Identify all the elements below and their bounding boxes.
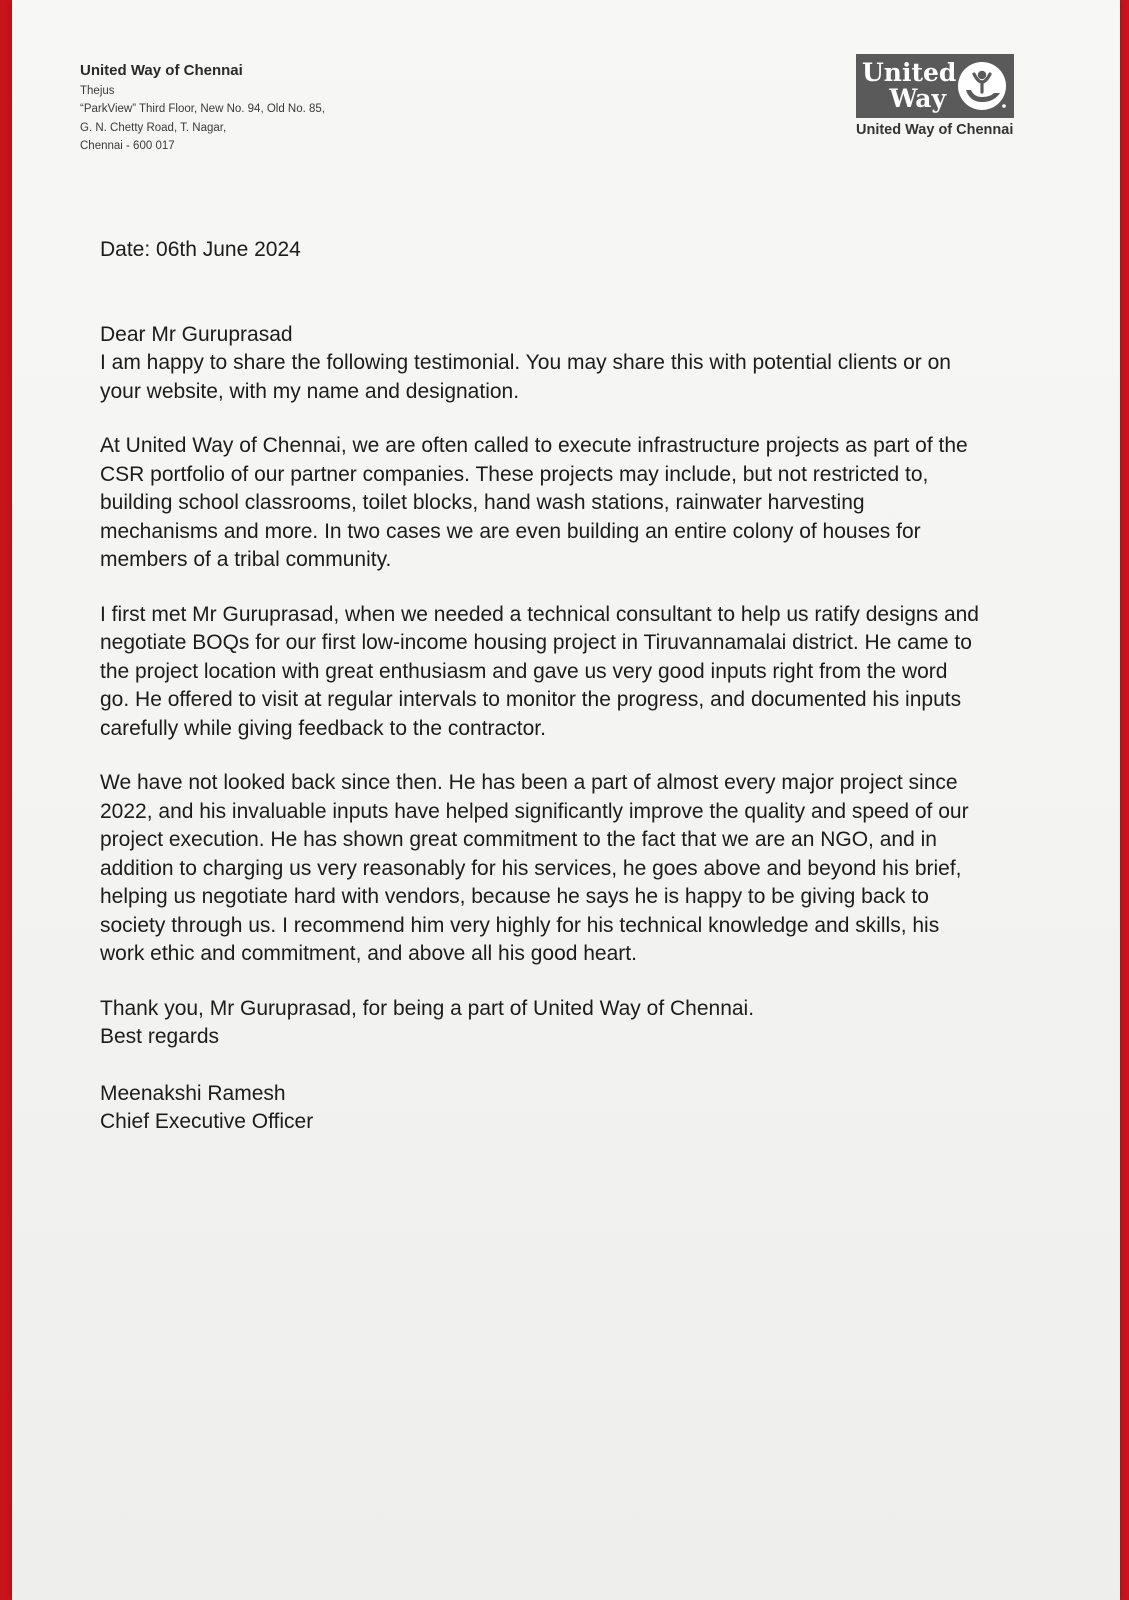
signatory-name: Meenakshi Ramesh (100, 1081, 286, 1105)
letter-paper (12, 0, 1120, 1600)
logo-box (856, 54, 1014, 118)
letter-closing: Best regards (100, 1025, 220, 1048)
signatory-title: Chief Executive Officer (100, 1110, 314, 1133)
sender-address-block (80, 62, 325, 156)
logo-word-united: United (862, 58, 957, 87)
letter-paragraph: At United Way of Chennai, we are often called to execute infrastructure projects as part of the CSR portfolio of our partner companies. These projects may include, but not restricted to, building school classrooms, toilet blocks, hand wash stations, rainwater harvesting mechanisms and more. In two cases we are even building an entire colony of houses for members of a tribal community. (100, 434, 968, 571)
united-way-logo (856, 54, 1026, 138)
letter-body (100, 236, 980, 1137)
letter-date: Date: 06th June 2024 (100, 238, 301, 261)
sender-address-line: G. N. Chetty Road, T. Nagar, (80, 121, 227, 134)
sender-address-line: Chennai - 600 017 (80, 140, 175, 152)
hand-with-person-icon (956, 60, 1008, 112)
letter-paragraph: I first met Mr Guruprasad, when we needed a technical consultant to help us ratify designs and negotiate BOQs for our first low-income housing project in Tiruvannamalai district. He came to the project location with great enthusiasm and gave us very good inputs right from the word go. He offered to visit at regular intervals to monitor the progress, and documented his inputs carefully while giving feedback to the contractor. (100, 602, 979, 740)
letter-salutation: Dear Mr Guruprasad (100, 322, 293, 346)
letter-thanks: Thank you, Mr Guruprasad, for being a part of United Way of Chennai. (100, 996, 755, 1020)
sender-address-line: “ParkView” Third Floor, New No. 94, Old No. 85, (80, 103, 326, 115)
logo-caption: United Way of Chennai (856, 122, 1014, 138)
sender-address-line: Thejus (80, 84, 115, 97)
letter-paragraph: I am happy to share the following testimonial. You may share this with potential clients or on your website, with my name and designation. (100, 351, 951, 403)
sender-organization: United Way of Chennai (80, 62, 243, 79)
letter-paragraph: We have not looked back since then. He has been a part of almost every major project since 2022, and his invaluable inputs have helped significantly improve the quality and speed of our project execution. He has shown great commitment to the fact that we are an NGO, and in addition to charging us very reasonably for his services, he goes above and beyond his brief, helping us negotiate hard with vendors, because he says he is happy to be giving back to society through us. I recommend him very highly for his technical knowledge and skills, his work ethic and commitment, and above all his good heart. (100, 771, 969, 965)
logo-word-way: Way (889, 84, 946, 113)
